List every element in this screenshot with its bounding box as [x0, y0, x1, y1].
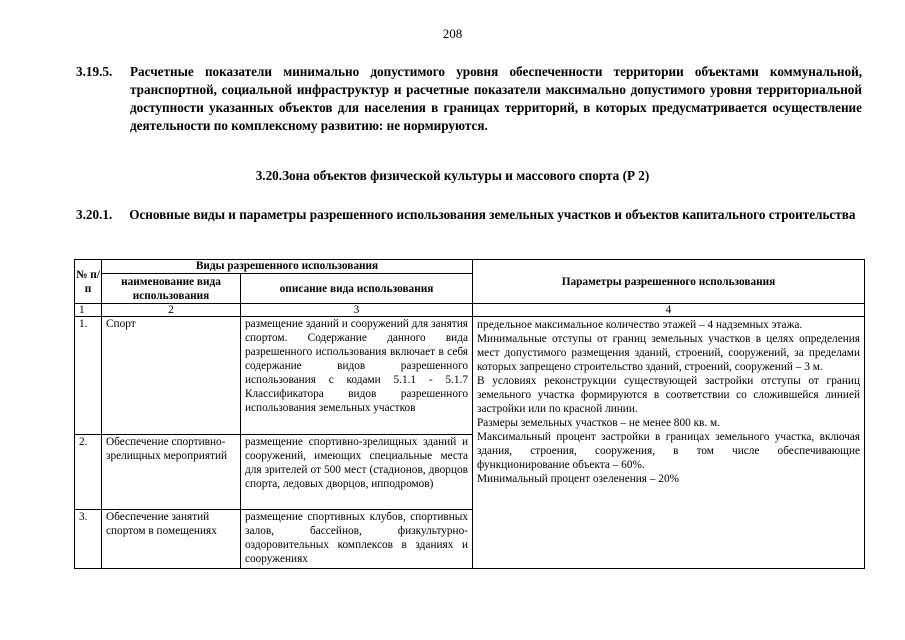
params-paragraph: В условиях реконструкции существующей застройки отступы от границ земельного участка формируются в соответствии со сложившейся линией застройки или по красной линии. — [477, 375, 860, 415]
params-cell — [473, 317, 865, 569]
row-number: 3. — [75, 510, 102, 569]
column-index: 3 — [241, 304, 473, 317]
use-description: размещение спортивных клубов, спортивных залов, бассейнов, физкультурно-оздоровительных комплексов в зданиях и сооружениях — [241, 510, 473, 569]
header-types-group: Виды разрешенного использования — [102, 260, 473, 274]
row-number: 1. — [75, 317, 102, 435]
use-name: Обеспечение занятий спортом в помещениях — [102, 510, 241, 569]
section-number: 3.19.5. — [76, 64, 113, 79]
use-description: размещение спортивно-зрелищных зданий и сооружений, имеющих специальные места для зрителей от 500 мест (стадионов, дворцов спорта, ледовых дворцов, ипподромов) — [241, 435, 473, 510]
section-number: 3.20.1. — [76, 207, 113, 222]
header-num: № п/п — [75, 260, 102, 304]
params-paragraph: Максимальный процент застройки в границах земельного участка, включая здания, строения, сооружения, в том числе обеспечивающие функционирование объекта – 60%. — [477, 431, 860, 471]
params-paragraph: Минимальные отступы от границ земельных участков в целях определения мест допустимого размещения зданий, строений, сооружений, за пределами которых запрещено строительство зданий, строений, сооружений – 3 м. — [477, 333, 860, 373]
params-paragraph: предельное максимальное количество этажей – 4 надземных этажа. — [477, 319, 803, 331]
permitted-use-table — [74, 259, 865, 569]
use-name: Обеспечение спортивно-зрелищных мероприятий — [102, 435, 241, 510]
column-index: 1 — [75, 304, 102, 317]
use-description: размещение зданий и сооружений для занятия спортом. Содержание данного вида разрешенного использования включает в себя содержание видов разрешенного использования с кодами 5.1.1 - 5.1.7 Классификатора видов разрешенного использования земельных участков — [241, 317, 473, 435]
header-params: Параметры разрешенного использования — [473, 260, 865, 304]
row-number: 2. — [75, 435, 102, 510]
column-index-row — [75, 304, 865, 317]
use-name: Спорт — [102, 317, 241, 435]
page-number: 208 — [442, 26, 463, 41]
table-row — [75, 317, 865, 435]
section-3-20-title: 3.20.Зона объектов физической культуры и массового спорта (Р 2) — [255, 168, 650, 183]
section-text: Расчетные показатели минимально допустимого уровня обеспеченности территории объектами коммунальной, транспортной, социальной инфраструктур и расчетные показатели максимально допустимого уровня территориальной доступности указанных объектов для населения в границах территорий, в которых предусматривается осуществление деятельности по комплексному развитию: не нормируются. — [130, 64, 862, 133]
header-row-1 — [75, 260, 865, 274]
header-name: наименование вида использования — [102, 274, 241, 304]
section-3-19-5 — [76, 63, 862, 135]
column-index: 4 — [473, 304, 865, 317]
params-paragraph: Минимальный процент озеленения – 20% — [477, 473, 679, 485]
column-index: 2 — [102, 304, 241, 317]
header-description: описание вида использования — [241, 274, 473, 304]
section-text: Основные виды и параметры разрешенного использования земельных участков и объектов капитального строительства — [129, 207, 856, 222]
section-3-20-1 — [76, 206, 862, 224]
params-paragraph: Размеры земельных участков – не менее 800 кв. м. — [477, 417, 721, 429]
